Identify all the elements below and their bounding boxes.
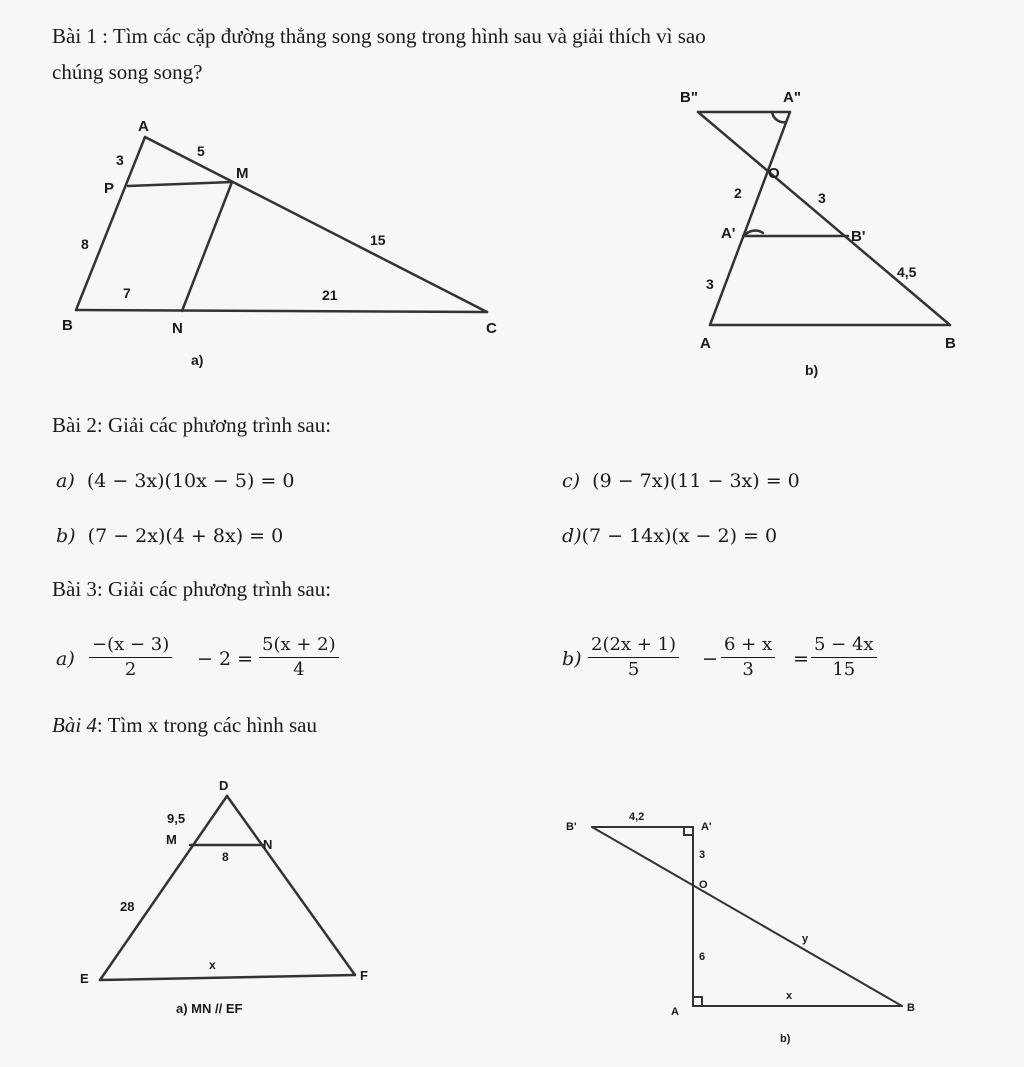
bai3-b-frac2 [721,633,775,682]
len-4b-OB: y [802,933,809,945]
label-4a-E: E [80,971,89,986]
figure-4b-lines [592,827,902,1006]
bai3-a-frac1-den: 2 [124,659,137,680]
len-1a-MC: 15 [370,232,386,248]
bai3-b-op1: − [702,648,718,670]
bai4-title [52,713,317,738]
figure-1b-lines [698,112,950,325]
label-1a-C: C [486,320,497,337]
bai2-c [562,470,800,492]
bai1-line1: Bài 1 : Tìm các cặp đường thẳng song song trong hình sau và giải thích vì sao [52,24,706,48]
bai3-b-frac3-num: 5 − 4x [811,633,877,658]
caption-1a: a) [191,352,204,368]
bai3-a-frac2-den: 4 [293,659,305,680]
caption-4a: a) MN // EF [176,1001,243,1016]
bai3-b-frac3 [811,633,877,682]
bai3-b-frac1 [588,633,679,682]
bai2-c-eq: (9 − 7x)(11 − 3x) = 0 [592,470,800,492]
len-1a-BN: 7 [123,285,131,301]
caption-1b: b) [805,362,819,378]
bai3-a-label: a) [56,648,75,670]
figure-1a-lines [76,137,487,312]
len-4b-OA: 6 [699,951,706,963]
bai2-a-label: a) [56,470,75,492]
label-1a-A: A [138,118,149,135]
caption-4b: b) [780,1033,791,1045]
bai2-d-label: d) [562,525,582,547]
bai3-b-frac2-den: 3 [742,659,754,680]
len-1b-A1A: 3 [706,276,714,292]
len-4a-MN: 8 [222,850,229,864]
len-1a-AM: 5 [197,143,205,159]
bai1-line2: chúng song song? [52,60,203,84]
bai3-a-frac2-num: 5(x + 2) [259,633,339,658]
bai2-a [56,470,294,492]
label-1b-B: B [945,335,956,352]
bai3-a-frac2 [259,633,339,682]
label-1b-A1: A' [721,225,736,242]
len-4b-AB: x [786,990,793,1002]
bai2-title: Bài 2: Giải các phương trình sau: [52,413,332,437]
label-1b-B1: B' [851,228,866,245]
label-4a-M: M [166,832,177,847]
label-1b-B2: B" [680,89,698,106]
bai2-a-eq: (4 − 3x)(10x − 5) = 0 [86,470,295,492]
label-4a-F: F [360,968,368,983]
bai3-b-frac3-den: 15 [832,659,856,680]
len-4a-DM: 9,5 [167,811,186,826]
label-1b-A: A [700,335,711,352]
bai4-title-italic: Bài 4 [52,713,97,737]
len-4a-ME: 28 [120,899,135,914]
bai2-b [56,525,283,547]
bai4-title-rest: : Tìm x trong các hình sau [96,713,317,737]
label-4b-A: A [671,1006,679,1018]
bai2-b-eq: (7 − 2x)(4 + 8x) = 0 [87,525,284,547]
bai2-b-label: b) [56,525,76,547]
label-4a-N: N [263,837,273,852]
len-1b-OB1: 3 [818,190,826,206]
figure-4a-lines [100,796,355,980]
label-4b-B: B [907,1002,915,1014]
bai3-a-frac1 [89,633,172,682]
label-1a-B: B [62,317,73,334]
label-4a-D: D [219,778,229,793]
len-1a-PB: 8 [81,236,89,252]
label-1a-M: M [236,165,249,182]
bai3-title: Bài 3: Giải các phương trình sau: [52,577,332,601]
label-1a-N: N [172,320,183,337]
bai3-b-op2: = [793,648,809,670]
len-4b-A1O: 3 [699,849,706,861]
len-1b-B1B: 4,5 [897,264,917,280]
bai3-a-mid: − 2 = [197,648,254,670]
len-1a-AP: 3 [116,152,124,168]
bai3-b-label: b) [562,648,582,670]
label-1b-O: O [768,165,780,182]
label-1a-P: P [104,180,115,197]
bai2-c-label: c) [562,470,581,492]
bai3-b-frac1-num: 2(2x + 1) [588,633,679,658]
label-4b-B1: B' [566,821,577,833]
label-4b-O: O [699,879,708,891]
bai3-b-frac2-num: 6 + x [721,633,775,658]
len-4b-B1A1: 4,2 [629,811,645,823]
len-1b-OA1: 2 [734,185,742,201]
label-4b-A1: A' [701,821,712,833]
bai2-d [562,525,777,547]
len-4a-EF: x [209,958,216,972]
label-1b-A2: A" [783,89,801,106]
len-1a-NC: 21 [322,287,338,303]
bai2-d-eq: (7 − 14x)(x − 2) = 0 [581,525,778,547]
bai3-b-frac1-den: 5 [627,659,640,680]
bai3-a-frac1-num: −(x − 3) [89,633,172,658]
